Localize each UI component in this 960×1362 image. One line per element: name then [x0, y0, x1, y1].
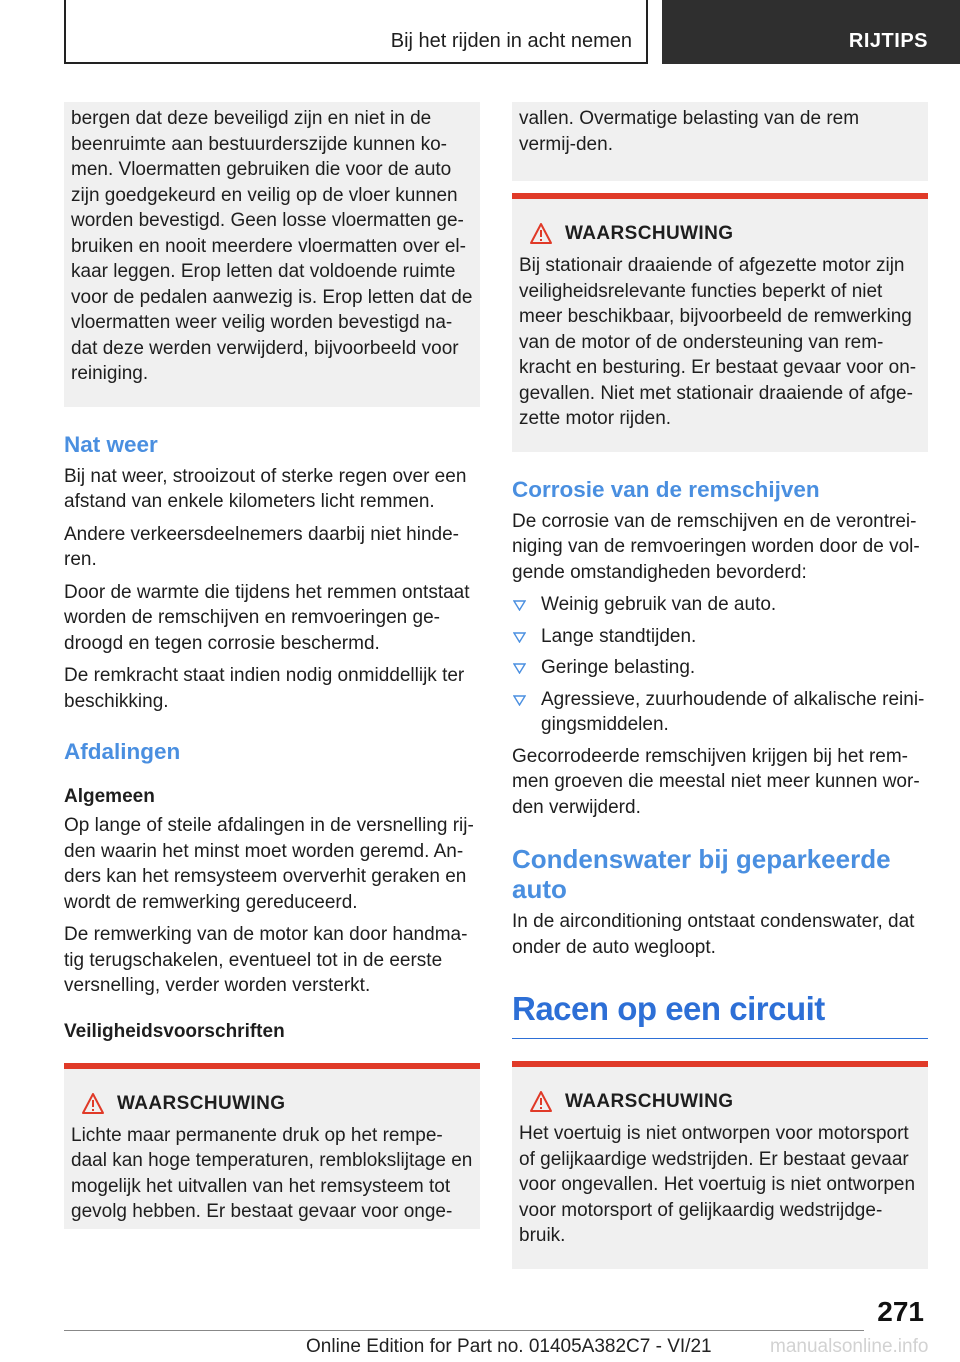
header-chapter-title: RIJTIPS — [848, 30, 928, 52]
warning-title: WAARSCHUWING — [565, 1091, 734, 1112]
header-section-title: Bij het rijden in acht nemen — [390, 30, 632, 52]
list-item-text: Agressieve, zuurhoudende of alkalische reini-gingsmiddelen. — [541, 688, 925, 735]
subheading-veiligheidsvoorschriften: Veiligheidsvoorschriften — [64, 1020, 285, 1042]
warning-text: Lichte maar permanente druk op het rempe-daal kan hoge temperaturen, remblokslijtage en mogelijk het uitvallen van het remsysteem tot gevolg hebben. Er bestaat gevaar voor onge- — [71, 1124, 473, 1222]
footer-watermark: manualsonline.info — [770, 1336, 929, 1357]
list-item — [512, 655, 928, 681]
warning-triangle-icon — [519, 221, 563, 247]
warning-title-row — [519, 1089, 921, 1115]
warning-title: WAARSCHUWING — [565, 223, 734, 244]
heading-corrosie: Corrosie van de remschijven — [512, 476, 820, 502]
continued-warning-text: vallen. Overmatige belasting van de rem vermij-den. — [519, 108, 860, 155]
paragraph: In de airconditioning ontstaat condenswater, dat onder de auto wegloopt. — [512, 911, 915, 958]
paragraph: Gecorrodeerde remschijven krijgen bij het rem-men groeven die meestal niet meer kunnen wor-den verwijderd. — [512, 745, 920, 818]
paragraph: Bij nat weer, strooizout of sterke regen over een afstand van enkele kilometers licht remmen. — [64, 465, 467, 512]
paragraph: Andere verkeersdeelnemers daarbij niet hinde-ren. — [64, 523, 460, 570]
footer-edition: Online Edition for Part no. 01405A382C7 - VI/21 — [306, 1336, 712, 1357]
heading-condenswater: Condenswater bij geparkeerde auto — [512, 844, 891, 904]
triangle-bullet-icon — [513, 632, 526, 643]
paragraph: De remwerking van de motor kan door handma-tig terugschakelen, eventueel tot in de eerste versnelling, verder worden versterkt. — [64, 924, 468, 996]
paragraph: Op lange of steile afdalingen in de versnelling rij-den waarin het minst moet worden geremd. An-ders kan het remsysteem oververhit geraken en wordt de remwerking gereduceerd. — [64, 815, 474, 913]
continued-warning-box — [512, 102, 928, 181]
list-item — [512, 624, 928, 650]
warning-text: Het voertuig is niet ontworpen voor motorsport of gelijkaardige wedstrijden. Er bestaat gevaar voor ongevallen. Het voertuig is niet ontworpen voor motorsport of gelijkaardig wedstrijdge-bruik. — [519, 1123, 916, 1246]
list-item-text: Geringe belasting. — [541, 657, 696, 678]
page-number: 271 — [877, 1296, 924, 1327]
intro-note-box — [64, 102, 480, 407]
warning-box — [512, 193, 928, 452]
subheading-algemeen: Algemeen — [64, 786, 155, 807]
warning-triangle-icon — [71, 1091, 115, 1117]
warning-box — [512, 1061, 928, 1269]
intro-note-text: bergen dat deze beveiligd zijn en niet in de beenruimte aan bestuurderszijde kunnen ko-men. Vloermatten gebruiken die voor de auto zijn goedgekeurd en veilig op de vloer kunnen worden bevestigd. Geen losse vloermatten ge-bruiken en nooit meerdere vloermatten over el-kaar leggen. Erop letten dat voldoende ruimte voor de pedalen aanwezig is. Erop letten dat de vloermatten weer veilig worden bevestigd na-dat deze werden verwijderd, bijvoorbeeld voor reiniging. — [71, 108, 473, 384]
heading-afdalingen: Afdalingen — [64, 739, 181, 764]
list-item — [512, 592, 928, 618]
warning-title-row — [71, 1091, 473, 1117]
warning-text: Bij stationair draaiende of afgezette motor zijn veiligheidsrelevante functies beperkt of niet meer beschikbaar, bijvoorbeeld de remwerking van de motor of de ondersteuning van rem-kracht en besturing. Er bestaat gevaar voor on-gevallen. Niet met stationair draaiende of afge-zette motor rijden. — [519, 255, 917, 429]
warning-box — [64, 1063, 480, 1229]
warning-triangle-icon — [519, 1089, 563, 1115]
heading-racen-op-een-circuit: Racen op een circuit — [512, 990, 928, 1039]
header-chapter-tab — [662, 0, 960, 64]
warning-title: WAARSCHUWING — [117, 1092, 286, 1114]
header-section-box — [64, 0, 648, 64]
triangle-bullet-icon — [513, 600, 526, 611]
triangle-bullet-icon — [513, 663, 526, 674]
bullet-list — [512, 592, 928, 738]
list-item-text: Weinig gebruik van de auto. — [541, 594, 777, 615]
list-item-text: Lange standtijden. — [541, 625, 697, 647]
triangle-bullet-icon — [513, 695, 526, 706]
warning-title-row — [519, 221, 921, 247]
right-column — [512, 102, 928, 1269]
paragraph: De remkracht staat indien nodig onmiddellijk ter beschikking. — [64, 665, 465, 712]
heading-nat-weer: Nat weer — [64, 431, 158, 457]
list-item — [512, 687, 928, 738]
left-column — [64, 102, 480, 1229]
paragraph: De corrosie van de remschijven en de verontrei-niging van de remvoeringen worden door de vol-gende omstandigheden bevorderd: — [512, 510, 920, 583]
footer-rule — [64, 1330, 864, 1331]
paragraph: Door de warmte die tijdens het remmen ontstaat worden de remschijven en remvoeringen ge-droogd en tegen corrosie beschermd. — [64, 581, 470, 654]
